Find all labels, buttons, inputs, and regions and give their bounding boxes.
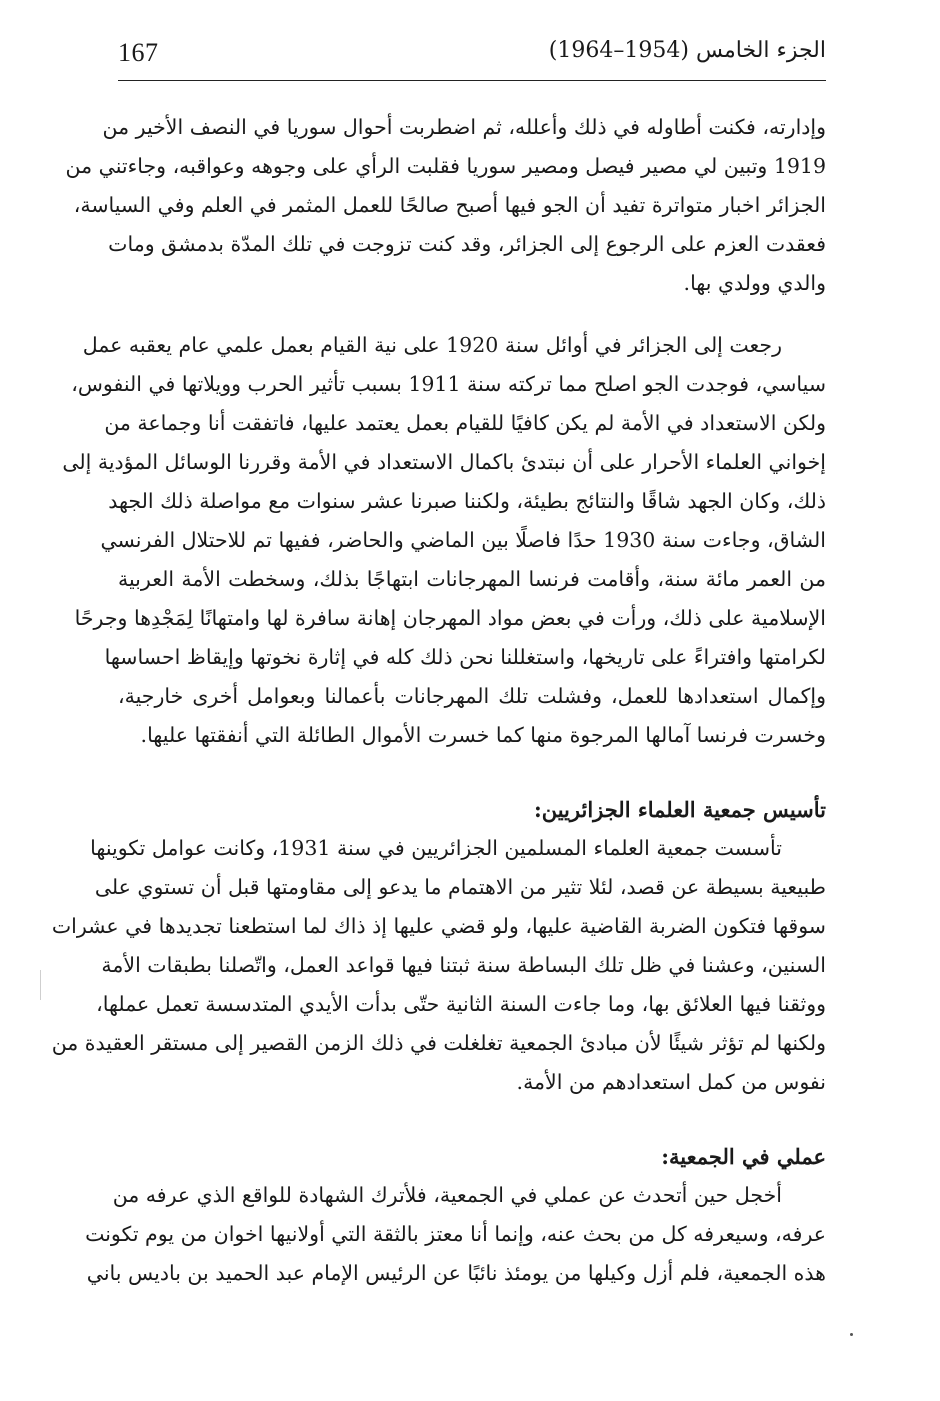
text-line: وإكمال استعدادها للعمل، وفشلت تلك المهرجانات بأعمالنا وبعوامل أخرى خارجية، bbox=[118, 684, 826, 708]
page-header bbox=[118, 28, 826, 88]
text-line: 1919 وتبين لي مصير فيصل ومصير سوريا فقلبت الرأي على وجوهه وعواقبه، وجاءتني من bbox=[65, 154, 826, 178]
text-line: سياسي، فوجدت الجو اصلح مما تركته سنة 1911 بسبب تأثير الحرب وويلاتها في النفوس، bbox=[71, 372, 826, 396]
body-text bbox=[51, 108, 826, 1293]
text-line: سوقها فتكون الضربة القاضية عليها، ولو قضي عليها إذ ذاك لما استطعنا تجديدها في عشرات bbox=[51, 914, 826, 938]
section-heading: تأسيس جمعية العلماء الجزائريين: bbox=[533, 797, 826, 822]
paragraph bbox=[65, 108, 826, 303]
text-line: وخسرت فرنسا آمالها المرجوة منها كما خسرت الأموال الطائلة التي أنفقتها عليها. bbox=[140, 723, 826, 747]
header-rule bbox=[118, 80, 826, 81]
paragraph bbox=[51, 829, 826, 1102]
text-line: عرفه، وسيعرفه كل من بحث عنه، وإنما أنا معتز بالثقة التي أولانيها اخوان من يوم تكونت bbox=[85, 1222, 826, 1246]
text-line: من العمر مائة سنة، وأقامت فرنسا المهرجانات ابتهاجًا بذلك، وسخطت الأمة العربية bbox=[118, 567, 826, 591]
paragraph bbox=[62, 326, 826, 755]
scan-dot bbox=[850, 1333, 853, 1336]
section-gap bbox=[118, 1102, 826, 1137]
text-line: تأسست جمعية العلماء المسلمين الجزائريين في سنة 1931، وكانت عوامل تكوينها bbox=[90, 836, 782, 860]
text-line: الإسلامية على ذلك، ورأت في بعض مواد المهرجان إهانة سافرة لها وامتهانًا لِمَجْدِها وجرحًا bbox=[74, 606, 826, 630]
scan-mark bbox=[40, 970, 41, 1000]
text-line: والدي وولدي بها. bbox=[683, 271, 826, 295]
section-heading: عملي في الجمعية: bbox=[661, 1144, 826, 1169]
text-line: السنين، وعشنا في ظل تلك البساطة سنة ثبتنا فيها قواعد العمل، واتّصلنا بطبقات الأمة bbox=[101, 953, 826, 977]
text-line: الجزائر اخبار متواترة تفيد أن الجو فيها أصبح صالحًا للعمل المثمر في العلم وفي السياسة، bbox=[73, 193, 826, 217]
text-line: طبيعية بسيطة عن قصد، لئلا تثير من الاهتمام ما يدعو إلى مقاومتها قبل أن تستوي على bbox=[94, 875, 826, 899]
text-line: نفوس من كمل استعدادهم من الأمة. bbox=[516, 1070, 826, 1094]
page-number: 167 bbox=[118, 38, 159, 67]
text-line: ذلك، وكان الجهد شاقًا والنتائج بطيئة، ولكننا صبرنا عشر سنوات مع مواصلة ذلك الجهد bbox=[108, 489, 826, 513]
text-line: ولكنها لم تؤثر شيئًا لأن مبادئ الجمعية تغلغلت في ذلك الزمن القصير إلى مستقر العقيدة من bbox=[51, 1031, 826, 1055]
text-line: الشاق، وجاءت سنة 1930 حدًا فاصلًا بين الماضي والحاضر، ففيها تم للاحتلال الفرنسي bbox=[100, 528, 826, 552]
text-line: لكرامتها وافتراءً على تاريخها، واستغللنا نحن ذلك كله في إثارة نخوتها وإيقاظ احساسها bbox=[104, 645, 826, 669]
text-line: ولكن الاستعداد في الأمة لم يكن كافيًا للقيام بعمل يعتمد عليها، فاتفقت أنا وجماعة من bbox=[104, 411, 826, 435]
text-line: هذه الجمعية، فلم أزل وكيلها من يومئذ نائبًا عن الرئيس الإمام عبد الحميد بن باديس باني bbox=[86, 1261, 826, 1285]
text-line: رجعت إلى الجزائر في أوائل سنة 1920 على نية القيام بعمل علمي عام يعقبه عمل bbox=[82, 333, 782, 357]
text-line: فعقدت العزم على الرجوع إلى الجزائر، وقد كنت تزوجت في تلك المدّة بدمشق ومات bbox=[108, 232, 826, 256]
paragraph bbox=[85, 1176, 826, 1293]
running-title: الجزء الخامس (1954–1964) bbox=[548, 38, 826, 63]
section-gap bbox=[118, 755, 826, 790]
text-line: ووثقنا فيها العلائق بها، وما جاءت السنة الثانية حتّى بدأت الأيدي المتدسسة تعمل عملها، bbox=[96, 992, 826, 1016]
text-line: إخواني العلماء الأحرار على أن نبتدئ باكمال الاستعداد في الأمة وقررنا الوسائل المؤدية إلى bbox=[62, 450, 826, 474]
text-line: أخجل حين أتحدث عن عملي في الجمعية، فلأترك الشهادة للواقع الذي عرفه من bbox=[112, 1183, 782, 1207]
paragraph-gap bbox=[118, 303, 826, 326]
text-line: وإدارته، فكنت أطاوله في ذلك وأعلله، ثم اضطربت أحوال سوريا في النصف الأخير من bbox=[102, 115, 826, 139]
